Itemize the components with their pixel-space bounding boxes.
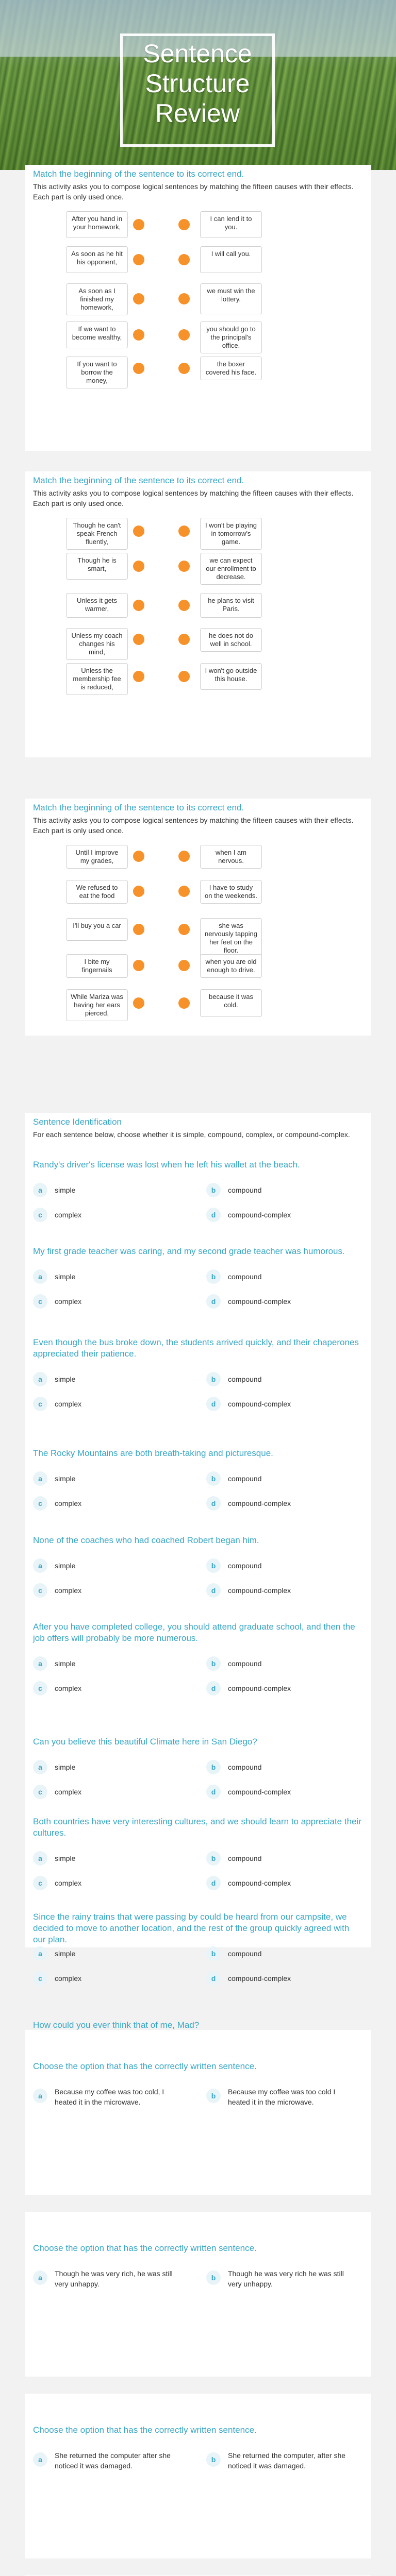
option-letter-badge: b [206, 1760, 221, 1774]
answer-option[interactable] [33, 1397, 81, 1411]
option-letter-badge: a [33, 1851, 47, 1866]
option-label: compound [228, 1186, 262, 1194]
option-letter-badge: b [206, 1372, 221, 1386]
option-sentence: She returned the computer after she noticed it was damaged. [55, 2451, 171, 2470]
match-connector-dot[interactable] [178, 886, 190, 897]
option-letter-badge: a [33, 1946, 47, 1961]
match-cause-item[interactable]: As soon as he hit his opponent, [66, 246, 128, 273]
answer-option[interactable] [33, 1583, 81, 1598]
answer-option[interactable] [33, 2087, 188, 2133]
option-label: compound-complex [228, 1788, 291, 1796]
option-letter-badge: c [33, 1681, 47, 1696]
match-effect-item[interactable]: I have to study on the weekends. [200, 880, 262, 904]
option-letter-badge: b [206, 1558, 221, 1573]
match-effect-item[interactable]: I won't be playing in tomorrow's game. [200, 518, 262, 550]
match-connector-dot[interactable] [178, 329, 190, 341]
matching-activity [25, 165, 371, 451]
match-cause-item[interactable]: Until I improve my grades, [66, 845, 128, 869]
option-letter-badge: a [33, 1558, 47, 1573]
option-letter-badge: b [206, 1471, 221, 1486]
match-connector-dot[interactable] [133, 960, 144, 971]
option-sentence: Because my coffee was too cold, I heated it in the microwave. [55, 2088, 164, 2106]
match-connector-dot[interactable] [178, 293, 190, 304]
match-cause-item[interactable]: Unless the membership fee is reduced, [66, 663, 128, 695]
option-letter-badge: b [206, 2270, 221, 2285]
option-label: compound-complex [228, 1684, 291, 1692]
option-label: compound-complex [228, 1297, 291, 1306]
match-connector-dot[interactable] [133, 526, 144, 537]
match-connector-dot[interactable] [178, 634, 190, 645]
hero-title-frame [120, 33, 275, 147]
question-text: None of the coaches who had coached Robert began him. [33, 1535, 259, 1545]
answer-option[interactable] [206, 1269, 261, 1284]
question-text: Choose the option that has the correctly written sentence. [33, 2425, 257, 2435]
match-effect-item[interactable]: when I am nervous. [200, 845, 262, 869]
match-connector-dot[interactable] [133, 851, 144, 862]
option-label: compound-complex [228, 1879, 291, 1887]
match-connector-dot[interactable] [178, 526, 190, 537]
answer-option[interactable] [206, 1208, 291, 1222]
answer-option[interactable] [206, 1760, 261, 1774]
match-effect-item[interactable]: we must win the lottery. [200, 283, 262, 314]
option-letter-badge: b [206, 2452, 221, 2467]
answer-option[interactable] [33, 1971, 81, 1986]
match-connector-dot[interactable] [133, 886, 144, 897]
option-letter-badge: b [206, 1851, 221, 1866]
hero-title-line: Structure [145, 69, 250, 98]
option-letter-badge: a [33, 1760, 47, 1774]
activity-instructions: For each sentence below, choose whether it is simple, compound, complex, or compound-complex. [33, 1130, 350, 1139]
answer-option[interactable] [33, 1656, 75, 1671]
answer-option[interactable] [33, 1681, 81, 1696]
option-label: simple [55, 1763, 76, 1771]
activity-title: Sentence Identification [33, 1117, 122, 1127]
option-letter-badge: d [206, 1583, 221, 1598]
match-effect-item[interactable]: when you are old enough to drive. [200, 954, 262, 978]
answer-option[interactable] [206, 1656, 261, 1671]
option-label: complex [55, 1400, 82, 1408]
option-letter-badge: d [206, 1294, 221, 1309]
match-cause-item[interactable]: If we want to become wealthy, [66, 321, 128, 348]
option-sentence: She returned the computer, after she noticed it was damaged. [228, 2451, 346, 2470]
option-label: simple [55, 1375, 76, 1383]
option-label: complex [55, 1211, 82, 1219]
match-connector-dot[interactable] [178, 363, 190, 374]
option-label: compound-complex [228, 1974, 291, 1982]
answer-option[interactable] [206, 2268, 361, 2315]
answer-option[interactable] [33, 1471, 75, 1486]
activity-title: Match the beginning of the sentence to its correct end. [33, 476, 244, 485]
match-cause-item[interactable]: While Mariza was having her ears pierced, [66, 989, 128, 1021]
match-effect-item[interactable]: we can expect our enrollment to decrease. [200, 553, 262, 585]
option-label: compound [228, 1273, 262, 1281]
option-label: complex [55, 1788, 82, 1796]
option-letter-badge: c [33, 1294, 47, 1309]
question-text: How could you ever think that of me, Mad? [33, 2020, 200, 2030]
answer-option[interactable] [206, 1471, 261, 1486]
match-connector-dot[interactable] [133, 293, 144, 304]
match-effect-item[interactable]: the boxer covered his face. [200, 357, 262, 380]
match-connector-dot[interactable] [178, 561, 190, 572]
match-connector-dot[interactable] [133, 561, 144, 572]
option-label: compound [228, 1854, 262, 1862]
option-label: simple [55, 1659, 76, 1668]
option-label: compound-complex [228, 1586, 291, 1595]
match-connector-dot[interactable] [133, 997, 144, 1009]
activity-instructions: This activity asks you to compose logical sentences by matching the fifteen causes with their effects. Each part is only used once. [33, 182, 354, 201]
match-effect-item[interactable]: I can lend it to you. [200, 211, 262, 238]
activity-title: Match the beginning of the sentence to its correct end. [33, 803, 244, 812]
correct-sentence-question [25, 2212, 371, 2377]
option-letter-badge: d [206, 1971, 221, 1986]
match-cause-item[interactable]: After you hand in your homework, [66, 211, 128, 238]
match-connector-dot[interactable] [133, 671, 144, 682]
question-text: Can you believe this beautiful Climate here in San Diego? [33, 1737, 257, 1747]
match-connector-dot[interactable] [178, 960, 190, 971]
answer-option[interactable] [206, 1183, 261, 1197]
answer-option[interactable] [33, 1294, 81, 1309]
answer-option[interactable] [206, 2087, 361, 2133]
match-cause-item[interactable]: Unless my coach changes his mind, [66, 628, 128, 660]
option-sentence: Because my coffee was too cold I heated it in the microwave. [228, 2088, 336, 2106]
correct-sentence-question [25, 2394, 371, 2558]
matching-activity [25, 471, 371, 757]
match-connector-dot[interactable] [133, 219, 144, 230]
match-cause-item[interactable]: We refused to eat the food [66, 880, 128, 904]
option-label: compound [228, 1375, 262, 1383]
match-connector-dot[interactable] [178, 254, 190, 265]
answer-option[interactable] [206, 1372, 261, 1386]
option-label: simple [55, 1854, 76, 1862]
match-cause-item[interactable]: I'll buy you a car [66, 918, 128, 941]
question-text: After you have completed college, you should attend graduate school, and then the job offers will probably be more numerous. [33, 1622, 355, 1643]
answer-option[interactable] [33, 2450, 188, 2497]
option-letter-badge: a [33, 2452, 47, 2467]
option-label: complex [55, 1879, 82, 1887]
question-text: Since the rainy trains that were passing by could be heard from our campsite, we decided to move to another location, and the rest of the group quickly agreed with our plan. [33, 1912, 350, 1944]
match-connector-dot[interactable] [178, 851, 190, 862]
match-effect-item[interactable]: he plans to visit Paris. [200, 593, 262, 618]
option-label: complex [55, 1297, 82, 1306]
option-label: compound [228, 1562, 262, 1570]
answer-option[interactable] [33, 1183, 75, 1197]
question-text: Even though the bus broke down, the students arrived quickly, and their chaperones appreciated their patience. [33, 1337, 359, 1359]
option-letter-badge: d [206, 1397, 221, 1411]
match-effect-item[interactable]: I will call you. [200, 246, 262, 273]
match-cause-item[interactable]: Though he is smart, [66, 553, 128, 580]
hero-banner [0, 0, 396, 170]
option-label: simple [55, 1475, 76, 1483]
option-label: simple [55, 1186, 76, 1194]
option-label: compound [228, 1763, 262, 1771]
option-letter-badge: c [33, 1496, 47, 1511]
match-connector-dot[interactable] [133, 600, 144, 611]
option-letter-badge: b [206, 2089, 221, 2103]
answer-option[interactable] [206, 1681, 291, 1696]
match-connector-dot[interactable] [178, 997, 190, 1009]
match-cause-item[interactable]: If you want to borrow the money, [66, 357, 128, 388]
match-connector-dot[interactable] [133, 634, 144, 645]
option-letter-badge: a [33, 1183, 47, 1197]
answer-option[interactable] [33, 1946, 75, 1961]
question-text: Both countries have very interesting cultures, and we should learn to appreciate their cultures. [33, 1817, 361, 1838]
option-label: simple [55, 1273, 76, 1281]
option-sentence: Though he was very rich, he was still very unhappy. [55, 2269, 173, 2288]
option-letter-badge: b [206, 1269, 221, 1284]
question-text: Choose the option that has the correctly written sentence. [33, 2243, 257, 2253]
answer-option[interactable] [206, 1397, 291, 1411]
match-effect-item[interactable]: you should go to the principal's office. [200, 321, 262, 353]
answer-option[interactable] [206, 1851, 261, 1866]
option-letter-badge: c [33, 1397, 47, 1411]
answer-option[interactable] [33, 1208, 81, 1222]
hero-title-line: Review [155, 99, 240, 128]
question-text: Randy's driver's license was lost when he left his wallet at the beach. [33, 1160, 300, 1170]
hero-title-line: Sentence [143, 39, 252, 68]
option-letter-badge: b [206, 1656, 221, 1671]
option-label: complex [55, 1499, 82, 1507]
answer-option[interactable] [206, 1496, 291, 1511]
match-cause-item[interactable]: Unless it gets warmer, [66, 593, 128, 618]
option-letter-badge: d [206, 1681, 221, 1696]
match-cause-item[interactable]: Though he can't speak French fluently, [66, 518, 128, 550]
match-connector-dot[interactable] [133, 329, 144, 341]
answer-option[interactable] [33, 1760, 75, 1774]
activity-instructions: This activity asks you to compose logical sentences by matching the fifteen causes with their effects. Each part is only used once. [33, 816, 354, 835]
option-letter-badge: c [33, 1583, 47, 1598]
option-letter-badge: b [206, 1946, 221, 1961]
option-letter-badge: c [33, 1876, 47, 1890]
question-text: My first grade teacher was caring, and my second grade teacher was humorous. [33, 1246, 345, 1256]
option-label: complex [55, 1586, 82, 1595]
match-connector-dot[interactable] [133, 254, 144, 265]
match-connector-dot[interactable] [178, 600, 190, 611]
option-letter-badge: d [206, 1785, 221, 1799]
answer-option[interactable] [33, 1876, 81, 1890]
option-letter-badge: c [33, 1785, 47, 1799]
answer-option[interactable] [33, 1851, 75, 1866]
match-connector-dot[interactable] [133, 363, 144, 374]
option-sentence: Though he was very rich he was still very unhappy. [228, 2269, 344, 2288]
option-letter-badge: a [33, 2270, 47, 2285]
option-letter-badge: a [33, 1656, 47, 1671]
matching-activity [25, 799, 371, 1036]
answer-option[interactable] [206, 1946, 261, 1961]
option-letter-badge: a [33, 2089, 47, 2103]
match-connector-dot[interactable] [133, 924, 144, 935]
option-label: compound-complex [228, 1211, 291, 1219]
answer-option[interactable] [33, 2268, 188, 2315]
option-label: simple [55, 1562, 76, 1570]
match-connector-dot[interactable] [178, 924, 190, 935]
option-letter-badge: d [206, 1208, 221, 1222]
match-cause-item[interactable]: I bite my fingernails [66, 954, 128, 978]
answer-option[interactable] [33, 1785, 81, 1799]
match-effect-item[interactable]: he does not do well in school. [200, 628, 262, 652]
answer-option[interactable] [33, 1558, 75, 1573]
question-text: The Rocky Mountains are both breath-taking and picturesque. [33, 1448, 273, 1458]
option-label: compound-complex [228, 1400, 291, 1408]
identification-activity [25, 1113, 371, 2030]
answer-option[interactable] [206, 1876, 291, 1890]
option-label: simple [55, 1950, 76, 1958]
option-label: compound-complex [228, 1499, 291, 1507]
answer-option[interactable] [206, 1971, 291, 1986]
option-label: compound [228, 1950, 262, 1958]
match-connector-dot[interactable] [178, 219, 190, 230]
answer-option[interactable] [206, 1785, 291, 1799]
correct-sentence-question [25, 2030, 371, 2195]
option-letter-badge: b [206, 1183, 221, 1197]
option-letter-badge: c [33, 1971, 47, 1986]
option-label: complex [55, 1684, 82, 1692]
option-label: complex [55, 1974, 82, 1982]
activity-instructions: This activity asks you to compose logical sentences by matching the fifteen causes with their effects. Each part is only used once. [33, 489, 354, 507]
option-label: compound [228, 1475, 262, 1483]
answer-option[interactable] [206, 2450, 361, 2497]
option-label: compound [228, 1659, 262, 1668]
answer-option[interactable] [206, 1583, 291, 1598]
answer-option[interactable] [33, 1372, 75, 1386]
answer-option[interactable] [33, 1269, 75, 1284]
match-effect-item[interactable]: I won't go outside this house. [200, 663, 262, 690]
option-letter-badge: a [33, 1372, 47, 1386]
answer-option[interactable] [206, 1558, 261, 1573]
option-letter-badge: a [33, 1269, 47, 1284]
match-cause-item[interactable]: As soon as I finished my homework, [66, 283, 128, 315]
answer-option[interactable] [206, 1294, 291, 1309]
question-text: Choose the option that has the correctly written sentence. [33, 2061, 257, 2071]
option-letter-badge: d [206, 1496, 221, 1511]
option-letter-badge: c [33, 1208, 47, 1222]
match-effect-item[interactable]: because it was cold. [200, 989, 262, 1017]
option-letter-badge: d [206, 1876, 221, 1890]
match-effect-item[interactable]: she was nervously tapping her feet on the floor. [200, 918, 262, 958]
activity-title: Match the beginning of the sentence to its correct end. [33, 169, 244, 179]
answer-option[interactable] [33, 1496, 81, 1511]
option-letter-badge: a [33, 1471, 47, 1486]
match-connector-dot[interactable] [178, 671, 190, 682]
